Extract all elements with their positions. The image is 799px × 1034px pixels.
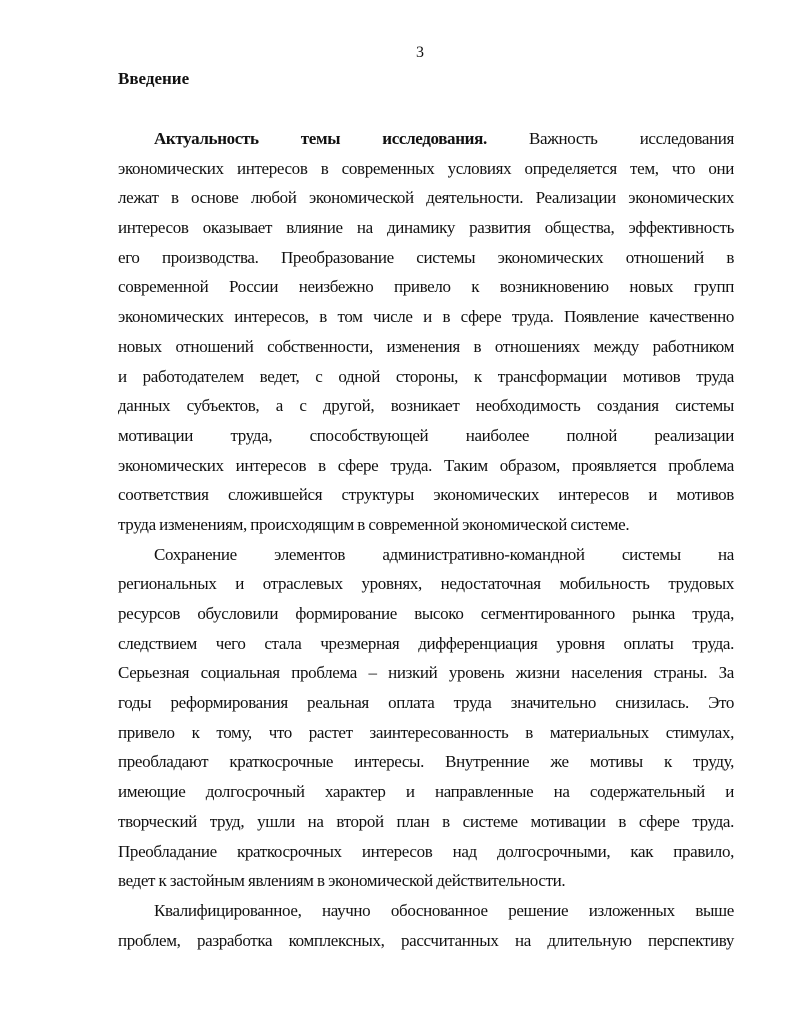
text-line: ресурсов обусловили формирование высоко сегментированного рынка труда,	[118, 604, 734, 623]
text-line: и работодателем ведет, с одной стороны, к трансформации мотивов труда	[118, 366, 734, 386]
word: темы	[300, 129, 341, 148]
document-body	[118, 124, 734, 955]
text-line: годы реформирования реальная оплата труда значительно снизилась. Это	[118, 693, 734, 713]
text-line: его производства. Преобразование системы экономических отношений в	[118, 247, 734, 267]
text-line: современной России неизбежно привело к возникновению новых групп	[118, 277, 734, 297]
text-line: ведет к застойным явлениям в экономической действительности.	[118, 871, 566, 891]
text-line: привело к тому, что растет заинтересованность в материальных стимулах,	[118, 722, 734, 742]
text-line: труда изменениям, происходящим в современной экономической системе.	[118, 514, 630, 534]
page-number: 3	[416, 44, 424, 61]
word: исследования	[639, 129, 734, 148]
text-line: региональных и отраслевых уровнях, недостаточная мобильность трудовых	[118, 574, 734, 594]
text-line: проблем, разработка комплексных, рассчитанных на длительную перспективу	[118, 930, 734, 950]
word: Важность	[528, 129, 598, 148]
section-heading: Введение	[118, 69, 190, 88]
text-line: Преобладание краткосрочных интересов над долгосрочными, как правило,	[118, 841, 734, 861]
word: исследования.	[382, 129, 487, 148]
text-line: творческий труд, ушли на второй план в системе мотивации в сфере труда.	[118, 811, 734, 831]
text-line: мотивации труда, способствующей наиболее полной реализации	[118, 425, 734, 445]
text-line: экономических интересов в современных условиях определяется тем, что они	[118, 158, 734, 178]
text-line: данных субъектов, а с другой, возникает необходимость создания системы	[118, 396, 734, 416]
text-line: Серьезная социальная проблема – низкий уровень жизни населения страны. За	[118, 663, 734, 683]
text-line: экономических интересов в сфере труда. Таким образом, проявляется проблема	[118, 455, 734, 475]
text-line: Сохранение элементов административно-командной системы на	[154, 544, 734, 564]
text-line: Квалифицированное, научно обоснованное решение изложенных выше	[154, 900, 734, 920]
word: Актуальность	[154, 129, 259, 148]
text-line: экономических интересов, в том числе и в сфере труда. Появление качественно	[118, 307, 734, 327]
text-line: лежат в основе любой экономической деятельности. Реализации экономических	[118, 188, 734, 208]
text-line: соответствия сложившейся структуры экономических интересов и мотивов	[118, 485, 734, 505]
text-line: преобладают краткосрочные интересы. Внутренние же мотивы к труду,	[118, 752, 734, 772]
text-line: имеющие долгосрочный характер и направленные на содержательный и	[118, 782, 734, 802]
text-line: новых отношений собственности, изменения в отношениях между работником	[118, 336, 734, 356]
text-line: интересов оказывает влияние на динамику развития общества, эффективность	[118, 218, 734, 238]
text-line	[118, 124, 734, 154]
text-line: следствием чего стала чрезмерная дифференциация уровня оплаты труда.	[118, 633, 734, 653]
